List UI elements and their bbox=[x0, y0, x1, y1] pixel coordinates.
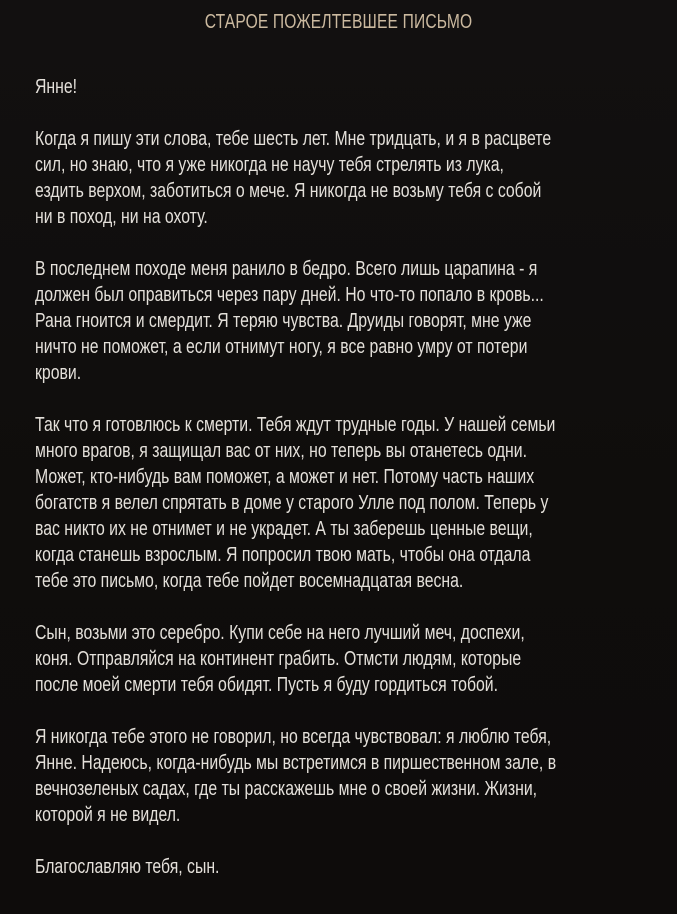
letter-line: ничто не поможет, а если отнимут ногу, я все равно умру от потери bbox=[35, 336, 528, 358]
letter-line: Янне. Надеюсь, когда-нибудь мы встретимся в пиршественном зале, в bbox=[35, 752, 557, 774]
letter-line: Рана гноится и смердит. Я теряю чувства. Друиды говорят, мне уже bbox=[35, 310, 532, 332]
paragraph-gap bbox=[35, 386, 672, 412]
letter-line: Так что я готовлюсь к смерти. Тебя ждут трудные годы. У нашей семьи bbox=[35, 414, 556, 436]
letter-line: Сын, возьми это серебро. Купи себе на него лучший меч, доспехи, bbox=[35, 622, 525, 644]
letter-line: крови. bbox=[35, 362, 82, 384]
letter-line: сил, но знаю, что я уже никогда не научу тебя стрелять из лука, bbox=[35, 154, 504, 176]
paragraph-gap bbox=[35, 698, 672, 724]
letter-line: ездить верхом, заботиться о мече. Я никогда не возьму тебя с собой bbox=[35, 180, 542, 202]
letter-line: много врагов, я защищал вас от них, но теперь вы отанетесь одни. bbox=[35, 440, 527, 462]
letter-title: СТАРОЕ ПОЖЕЛТЕВШЕЕ ПИСЬМО bbox=[204, 11, 473, 33]
paragraph-gap bbox=[35, 100, 672, 126]
paragraph-gap bbox=[35, 230, 672, 256]
letter-line: должен был оправиться через пару дней. Но что-то попало в кровь... bbox=[35, 284, 544, 306]
letter-line: Я никогда тебе этого не говорил, но всегда чувствовал: я люблю тебя, bbox=[35, 726, 552, 748]
letter-line: которой я не видел. bbox=[35, 804, 181, 826]
letter-line: после моей смерти тебя обидят. Пусть я буду гордиться тобой. bbox=[35, 674, 499, 696]
letter-line: Когда я пишу эти слова, тебе шесть лет. Мне тридцать, и я в расцвете bbox=[35, 128, 552, 150]
letter-line: Благославляю тебя, сын. bbox=[35, 856, 220, 878]
letter-line: вас никто их не отнимет и не украдет. А ты заберешь ценные вещи, bbox=[35, 518, 533, 540]
paragraph-gap bbox=[35, 828, 672, 854]
letter-line: Может, кто-нибудь вам поможет, а может и нет. Потому часть наших bbox=[35, 466, 535, 488]
letter-line: ни в поход, ни на охоту. bbox=[35, 206, 208, 228]
letter-body bbox=[35, 74, 672, 880]
letter-line: вечнозеленых садах, где ты расскажешь мне о своей жизни. Жизни, bbox=[35, 778, 538, 800]
letter-line: Янне! bbox=[35, 76, 78, 98]
letter-line: когда станешь взрослым. Я попросил твою мать, чтобы она отдала bbox=[35, 544, 531, 566]
letter-line: богатств я велел спрятать в доме у старого Улле под полом. Теперь у bbox=[35, 492, 549, 514]
letter-line: коня. Отправляйся на континент грабить. Отмсти людям, которые bbox=[35, 648, 522, 670]
letter-line: В последнем походе меня ранило в бедро. Всего лишь царапина - я bbox=[35, 258, 538, 280]
paragraph-gap bbox=[35, 594, 672, 620]
letter-line: тебе это письмо, когда тебе пойдет восемнадцатая весна. bbox=[35, 570, 464, 592]
